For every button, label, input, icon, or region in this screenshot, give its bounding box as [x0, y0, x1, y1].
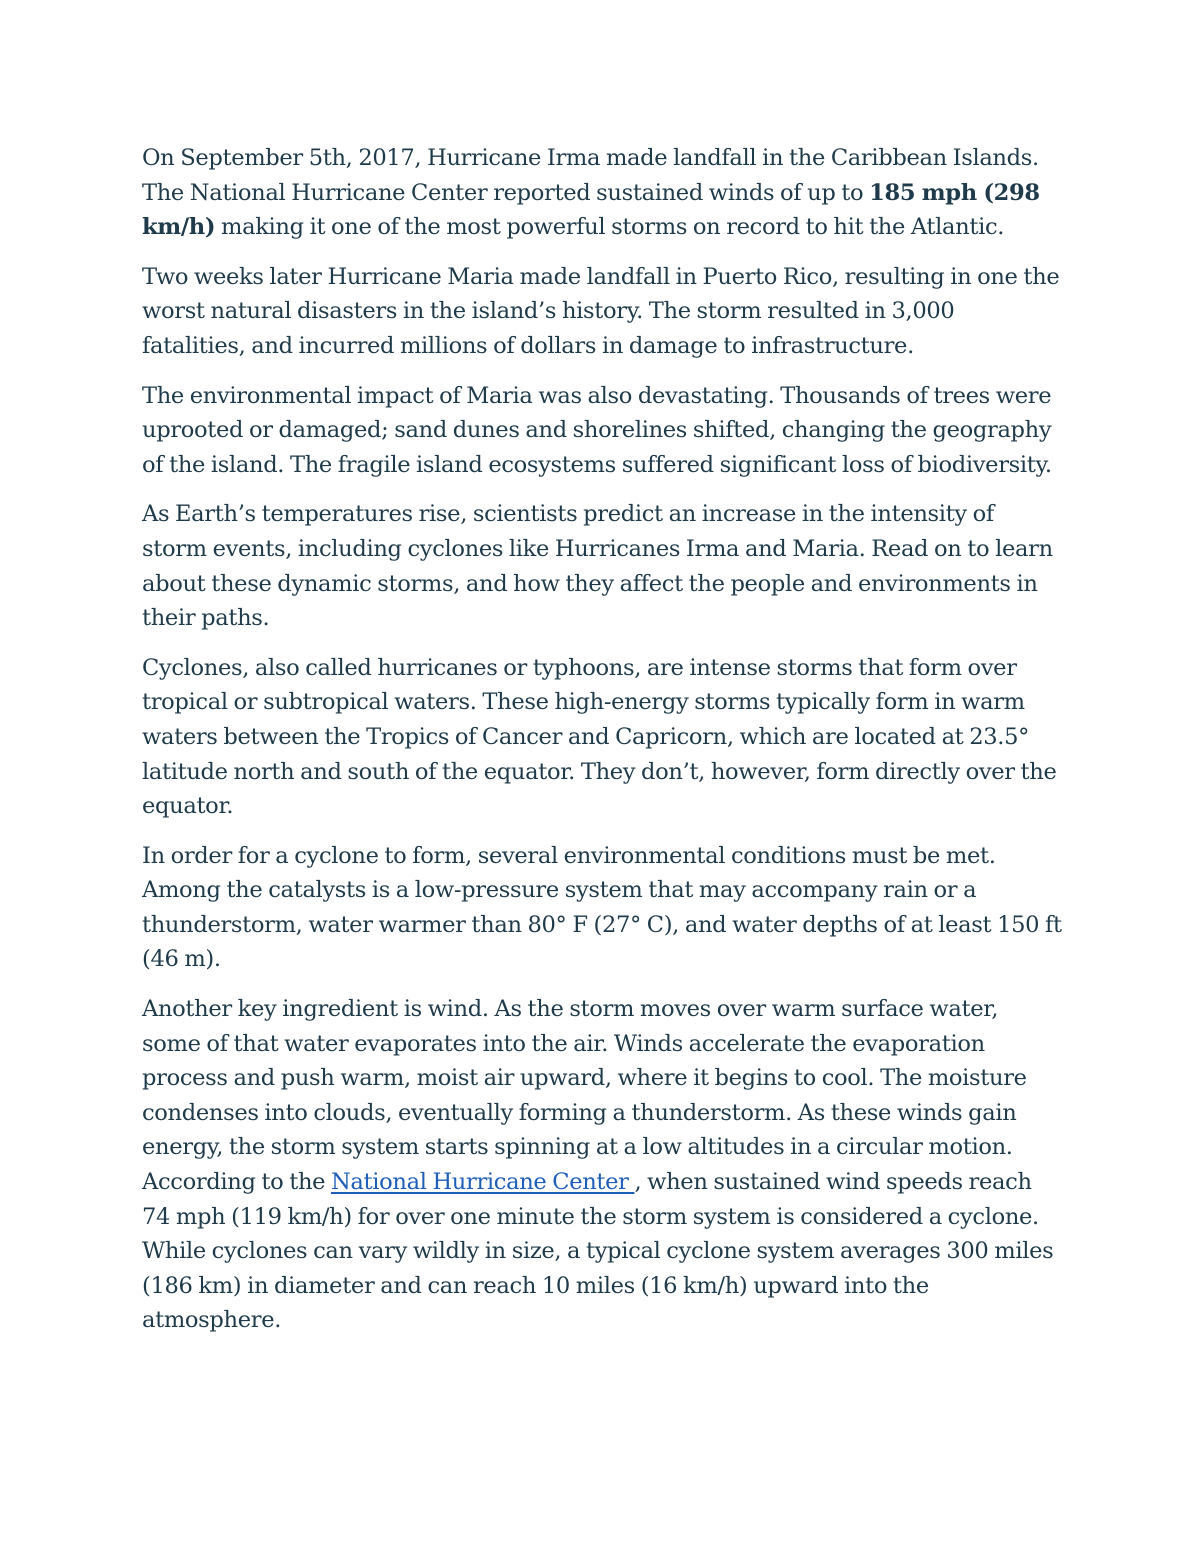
paragraph-temperatures: As Earth’s temperatures rise, scientists predict an increase in the intensity of storm events, including cyclones like Hurricanes Irma and Maria. Read on to learn about these dynamic storms, and how they affect the people and environments in their paths. [142, 501, 1053, 632]
paragraph-irma [142, 141, 1062, 245]
national-hurricane-center-link[interactable]: National Hurricane Center [331, 1169, 635, 1196]
paragraph-maria: Two weeks later Hurricane Maria made landfall in Puerto Rico, resulting in one the worst natural disasters in the island’s history. The storm resulted in 3,000 fatalities, and incurred millions of dollars in damage to infrastructure. [142, 263, 1060, 359]
bold-wind-speed: 185 mph (298 km/h) [142, 179, 1040, 241]
paragraph-text: making it one of the most powerful storms on record to hit the Atlantic. [215, 214, 1005, 241]
paragraph-text: Another key ingredient is wind. As the storm moves over warm surface water, some of that water evaporates into the air. Winds accelerate the evaporation process and push warm, moist air upward, where it begins to cool. The moisture condenses into clouds, eventually forming a thunderstorm. As these winds gain energy, the storm system starts spinning at a low altitudes in a circular motion. According to the [142, 996, 1027, 1196]
paragraph-wind [142, 992, 1062, 1338]
paragraph-formation-conditions: In order for a cyclone to form, several environmental conditions must be met. Among the catalysts is a low-pressure system that may accompany rain or a thunderstorm, water warmer than 80° F (27° C), and water depths of at least 150 ft (46 m). [142, 842, 1062, 973]
document-body [142, 141, 1062, 1353]
paragraph-cyclones-definition: Cyclones, also called hurricanes or typhoons, are intense storms that form over tropical or subtropical waters. These high-energy storms typically form in warm waters between the Tropics of Cancer and Capricorn, which are located at 23.5° latitude north and south of the equator. They don’t, however, form directly over the equator. [142, 654, 1057, 820]
paragraph-text: On September 5th, 2017, Hurricane Irma made landfall in the Caribbean Islands. The National Hurricane Center reported sustained winds of up to [142, 145, 1039, 206]
paragraph-text: , when sustained wind speeds reach 74 mph (119 km/h) for over one minute the storm system is considered a cyclone. While cyclones can vary wildly in size, a typical cyclone system averages 300 miles (186 km) in diameter and can reach 10 miles (16 km/h) upward into the atmosphere. [142, 1169, 1054, 1334]
paragraph-environmental-impact: The environmental impact of Maria was also devastating. Thousands of trees were uprooted or damaged; sand dunes and shorelines shifted, changing the geography of the island. The fragile island ecosystems suffered significant loss of biodiversity. [142, 382, 1052, 478]
